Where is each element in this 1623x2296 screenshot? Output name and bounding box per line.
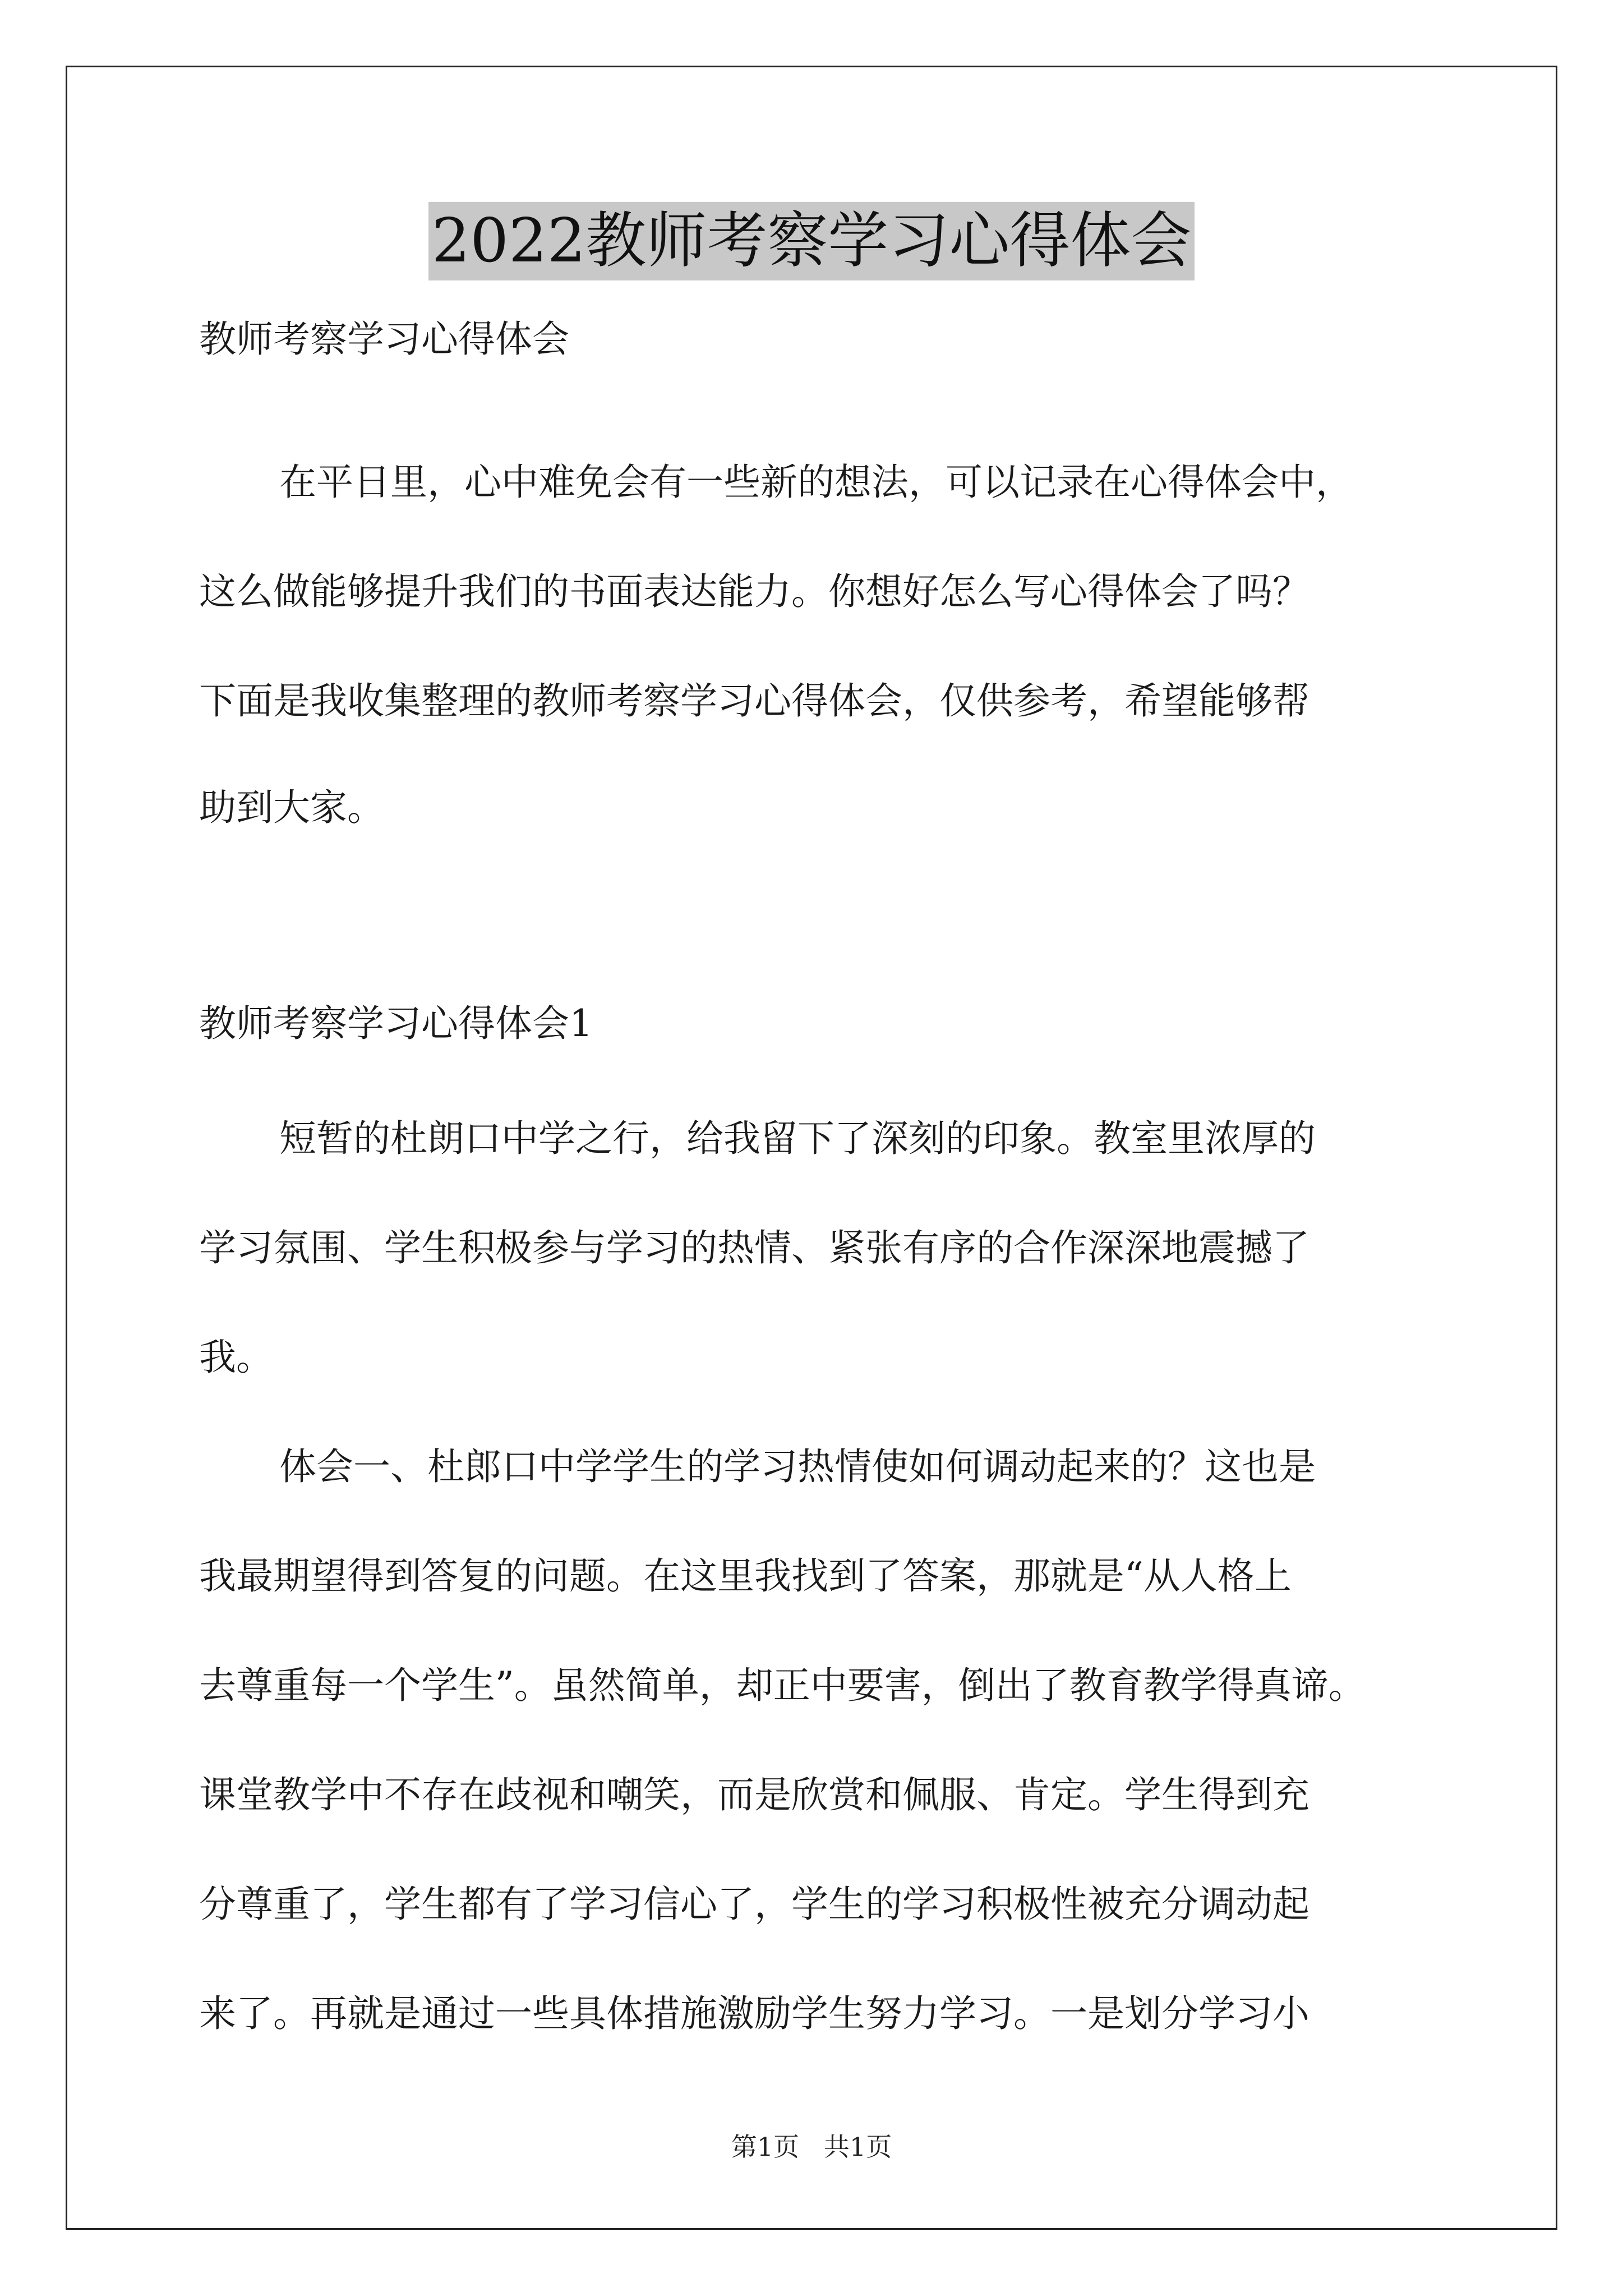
paragraph-line: 课堂教学中不存在歧视和嘲笑，而是欣赏和佩服、肯定。学生得到充 bbox=[199, 1773, 1310, 1816]
section-heading: 教师考察学习心得体会 bbox=[199, 318, 569, 361]
paragraph-line: 分尊重了，学生都有了学习信心了，学生的学习积极性被充分调动起 bbox=[199, 1883, 1310, 1926]
paragraph-line: 体会一、杜郎口中学学生的学习热情使如何调动起来的？这也是 bbox=[279, 1445, 1316, 1488]
document-title: 2022教师考察学习心得体会 bbox=[428, 202, 1195, 280]
paragraph-line: 我最期望得到答复的问题。在这里我找到了答案，那就是“从人格上 bbox=[199, 1554, 1292, 1598]
paragraph-line: 学习氛围、学生积极参与学习的热情、紧张有序的合作深深地震撼了 bbox=[199, 1226, 1310, 1269]
paragraph-line: 去尊重每一个学生”。虽然简单，却正中要害，倒出了教育教学得真谛。 bbox=[199, 1664, 1366, 1707]
paragraph-line: 在平日里，心中难免会有一些新的想法，可以记录在心得体会中， bbox=[279, 461, 1353, 504]
paragraph-line: 来了。再就是通过一些具体措施激励学生努力学习。一是划分学习小 bbox=[199, 1992, 1310, 2035]
title-container bbox=[0, 202, 1623, 280]
paragraph-line: 助到大家。 bbox=[199, 786, 384, 829]
paragraph-line: 下面是我收集整理的教师考察学习心得体会，仅供参考，希望能够帮 bbox=[199, 679, 1310, 723]
paragraph-line: 短暂的杜朗口中学之行，给我留下了深刻的印象。教室里浓厚的 bbox=[279, 1117, 1316, 1160]
page-footer: 第1页 共1页 bbox=[731, 2132, 892, 2162]
paragraph-line: 这么做能够提升我们的书面表达能力。你想好怎么写心得体会了吗？ bbox=[199, 570, 1310, 613]
paragraph-line: 我。 bbox=[199, 1336, 273, 1379]
section-heading: 教师考察学习心得体会1 bbox=[199, 1002, 593, 1045]
